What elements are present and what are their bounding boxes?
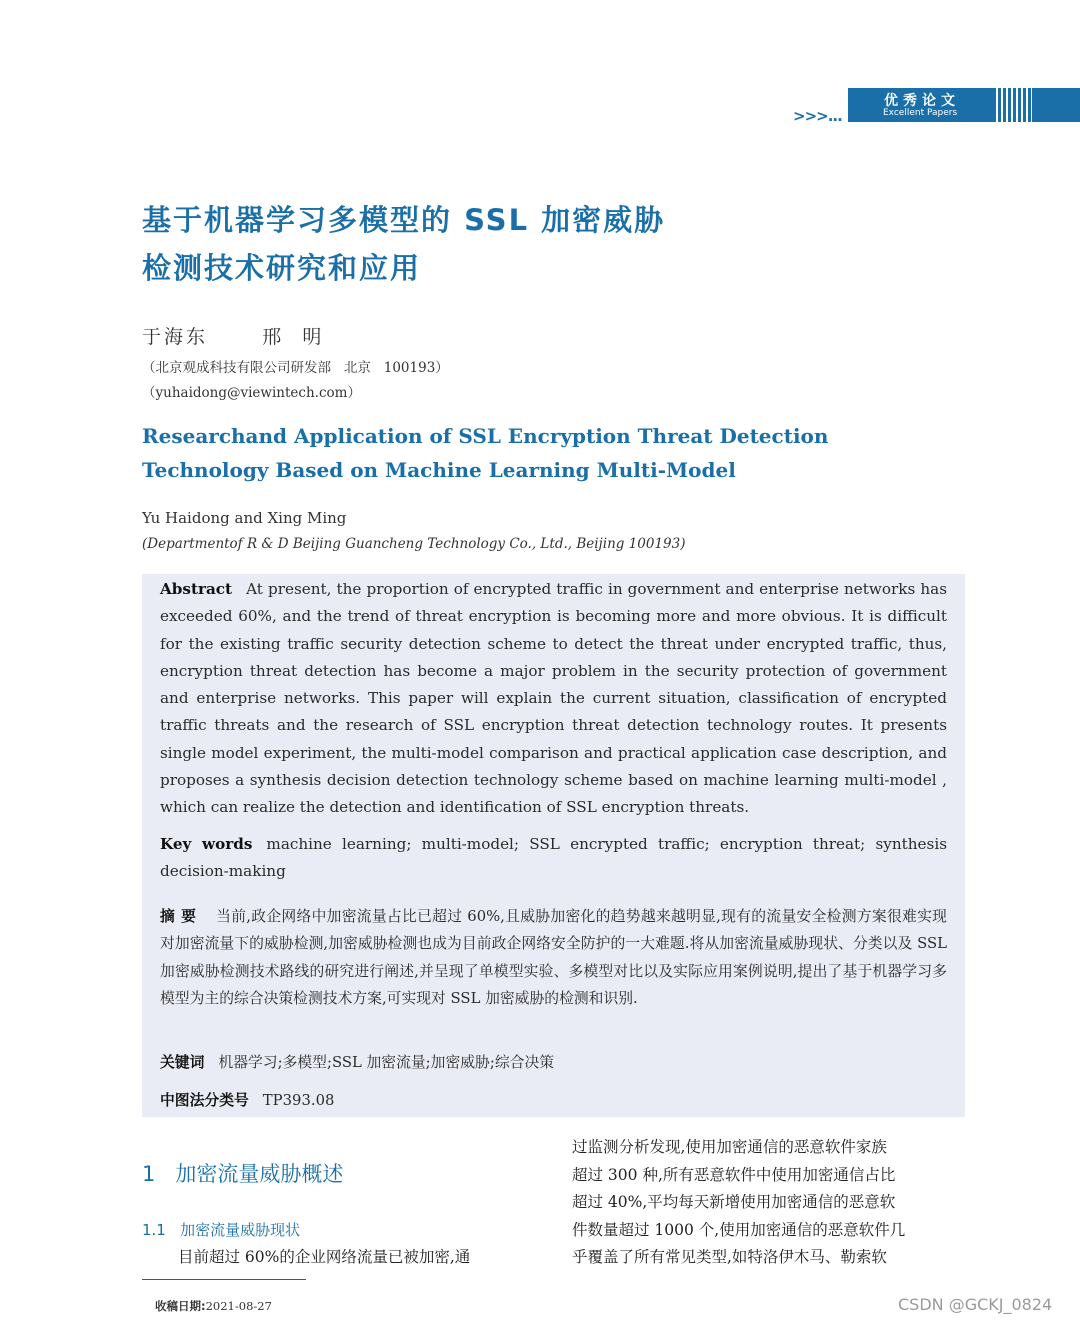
abstract-en-label: Abstract: [160, 580, 233, 598]
affiliation-cn: （北京观成科技有限公司研发部 北京 100193）: [142, 360, 449, 376]
keywords-en: [160, 831, 947, 886]
classification-value: TP393.08: [262, 1092, 335, 1109]
abstract-cn-text: 当前,政企网络中加密流量占比已超过 60%,且威胁加密化的趋势越来越明显,现有的流量安全检测方案很难实现对加密流量下的威胁检测,加密威胁检测也成为目前政企网络安全防护的一大难题.将从加密流量威胁现状、分类以及 SSL 加密威胁检测技术路线的研究进行阐述,并呈现了单模型实验、多模型对比以及实际应用案例说明,提出了基于机器学习多模型为主的综合决策检测技术方案,可实现对 SSL 加密威胁的检测和识别.: [160, 908, 947, 1008]
affiliation-en: (Departmentof R & D Beijing Guancheng Technology Co., Ltd., Beijing 100193): [142, 536, 686, 552]
body-text-right: [572, 1134, 966, 1272]
keywords-en-label: Key words: [160, 835, 253, 853]
title-cn-line-2: 检测技术研究和应用: [142, 251, 422, 285]
authors-cn: 于海东 邢 明: [142, 326, 325, 348]
body-right-line: 超过 300 种,所有恶意软件中使用加密通信占比: [572, 1165, 896, 1184]
title-en-line-2: Technology Based on Machine Learning Multi-Model: [142, 458, 736, 482]
keywords-cn: [160, 1051, 554, 1072]
body-right-line: 过监测分析发现,使用加密通信的恶意软件家族: [572, 1138, 887, 1156]
classification-code: [160, 1089, 334, 1110]
received-date-value: 2021-08-27: [205, 1299, 272, 1313]
received-date: [155, 1298, 272, 1314]
keywords-cn-text: 机器学习;多模型;SSL 加密流量;加密威胁;综合决策: [218, 1054, 555, 1071]
abstract-en: [160, 576, 947, 822]
received-date-label: 收稿日期:: [155, 1299, 206, 1313]
body-right-line: 件数量超过 1000 个,使用加密通信的恶意软件几: [572, 1220, 906, 1239]
keywords-cn-label: 关键词: [160, 1054, 205, 1071]
badge-stripes-decoration: [996, 88, 1032, 122]
title-cn-line-1: 基于机器学习多模型的 SSL 加密威胁: [142, 203, 666, 237]
author-email: （yuhaidong@viewintech.com）: [142, 385, 361, 401]
section-label-en: Excellent Papers: [883, 108, 958, 118]
footnote-divider: [142, 1279, 306, 1280]
title-en-line-1: Researchand Application of SSL Encryption Threat Detection: [142, 424, 829, 448]
keywords-en-text: machine learning; multi-model; SSL encrypted traffic; encryption threat; synthesis decision-making: [160, 835, 947, 881]
body-text-left: 目前超过 60%的企业网络流量已被加密,通: [178, 1248, 471, 1266]
body-right-line: 超过 40%,平均每天新增使用加密通信的恶意软: [572, 1193, 896, 1212]
abstract-en-text: At present, the proportion of encrypted traffic in government and enterprise networks has exceeded 60%, and the trend of threat encryption is becoming more and more obvious. It is difficult for the existing traffic security detection scheme to detect the threat under encrypted traffic, thus, encryption threat detection has become a major problem in the security protection of government and enterprise networks. This paper will explain the current situation, classification of encrypted traffic threats and the research of SSL encryption threat detection technology routes. It presents single model experiment, the multi-model comparison and practical application case description, and proposes a synthesis decision detection technology scheme based on machine learning multi-model , which can realize the detection and identification of SSL encryption threats.: [160, 580, 947, 817]
abstract-cn-label: 摘要: [160, 908, 203, 925]
header-arrows: >>>...: [793, 107, 842, 125]
body-right-line: 乎覆盖了所有常见类型,如特洛伊木马、勒索软: [572, 1248, 887, 1267]
section-heading: 1 加密流量威胁概述: [142, 1162, 344, 1186]
classification-label: 中图法分类号: [160, 1092, 249, 1109]
authors-en: Yu Haidong and Xing Ming: [142, 509, 347, 527]
abstract-cn: [160, 903, 947, 1013]
subsection-heading: 1.1 加密流量威胁现状: [142, 1221, 301, 1239]
csdn-watermark: CSDN @GCKJ_0824: [898, 1295, 1053, 1314]
section-label-cn: 优秀论文: [884, 93, 960, 109]
